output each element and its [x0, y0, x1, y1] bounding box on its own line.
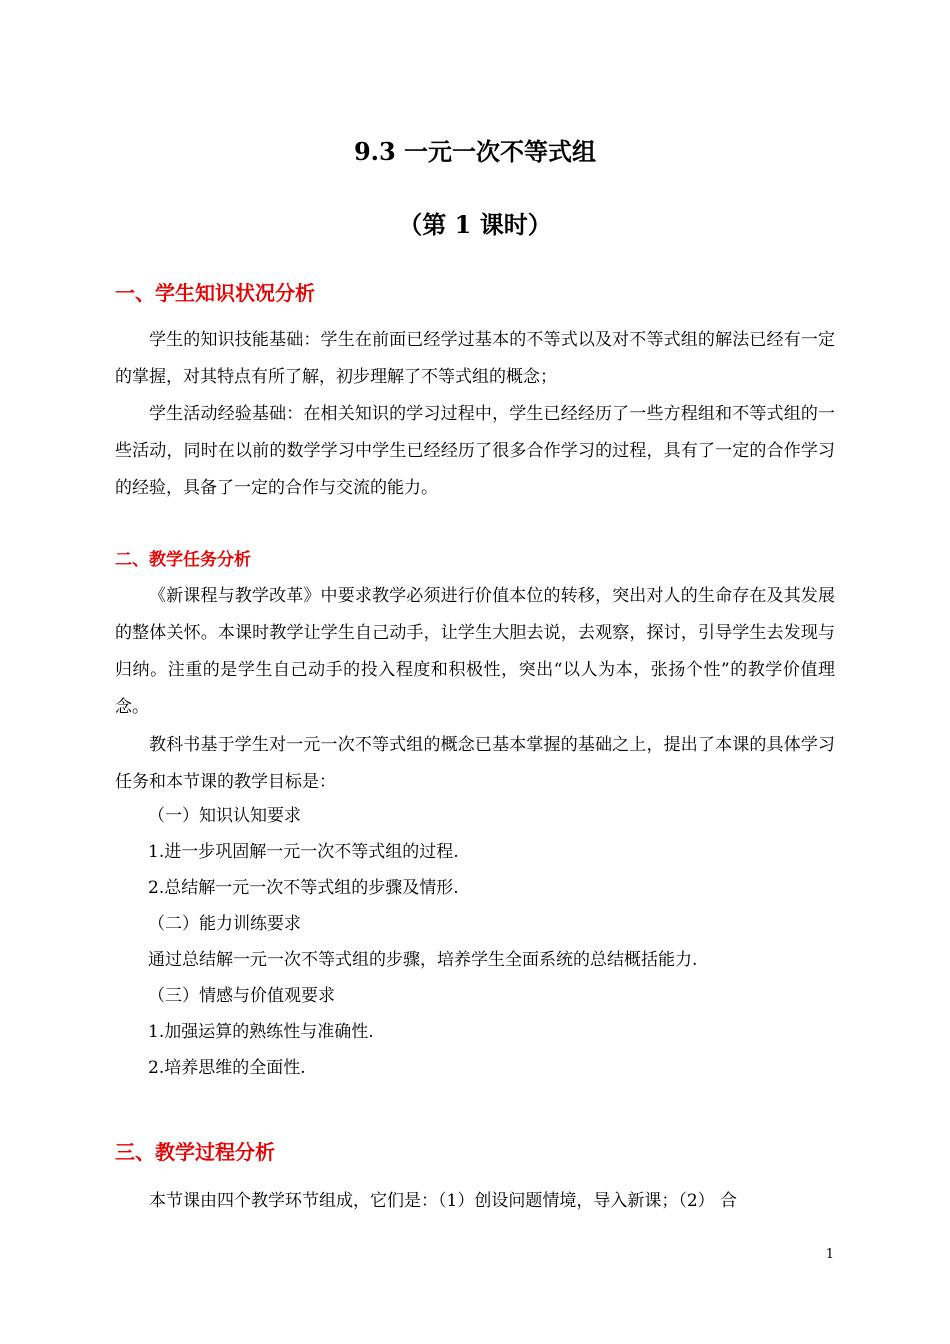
- list-item: （三）情感与价值观要求: [148, 986, 335, 1006]
- list-item: 1.加强运算的熟练性与准确性.: [148, 1022, 374, 1042]
- document-title: 9.3 一元一次不等式组: [353, 137, 597, 166]
- list-item: （二）能力训练要求: [148, 914, 301, 934]
- section-1-paragraph-1: 学生的知识技能基础：学生在前面已经学过基本的不等式以及对不等式组的解法已经有一定的掌握，对其特点有所了解，初步理解了不等式组的概念；: [115, 330, 835, 387]
- section-1-paragraph-2: 学生活动经验基础：在相关知识的学习过程中，学生已经经历了一些方程组和不等式组的一些活动，同时在以前的数学学习中学生已经经历了很多合作学习的过程，具有了一定的合作学习的经验，具备了一定的合作与交流的能力。: [115, 404, 835, 498]
- page-number: 1: [825, 1247, 834, 1262]
- document-subtitle: （第 1 课时）: [398, 210, 552, 239]
- list-item: 2.培养思维的全面性.: [148, 1058, 306, 1078]
- list-item: 通过总结解一元一次不等式组的步骤，培养学生全面系统的总结概括能力.: [148, 950, 698, 970]
- list-item: 1.进一步巩固解一元一次不等式组的过程.: [148, 842, 459, 862]
- section-heading-1: 一、学生知识状况分析: [115, 281, 315, 305]
- section-heading-3: 三、教学过程分析: [115, 1140, 275, 1164]
- section-2-paragraph-2: 教科书基于学生对一元一次不等式组的概念已基本掌握的基础之上，提出了本课的具体学习任务和本节课的教学目标是：: [115, 735, 835, 792]
- section-3-paragraph-1: 本节课由四个教学环节组成，它们是：（1）创设问题情境，导入新课；（2） 合: [149, 1191, 738, 1211]
- list-item: （一）知识认知要求: [148, 806, 301, 826]
- section-heading-2: 二、教学任务分析: [115, 550, 251, 570]
- section-2-paragraph-1: 《新课程与教学改革》中要求教学必须进行价值本位的转移，突出对人的生命存在及其发展的整体关怀。本课时教学让学生自己动手，让学生大胆去说，去观察，探讨，引导学生去发现与归纳。注重的是学生自己动手的投入程度和积极性，突出“以人为本，张扬个性”的教学价值理念。: [115, 586, 835, 717]
- list-item: 2.总结解一元一次不等式组的步骤及情形.: [148, 878, 459, 898]
